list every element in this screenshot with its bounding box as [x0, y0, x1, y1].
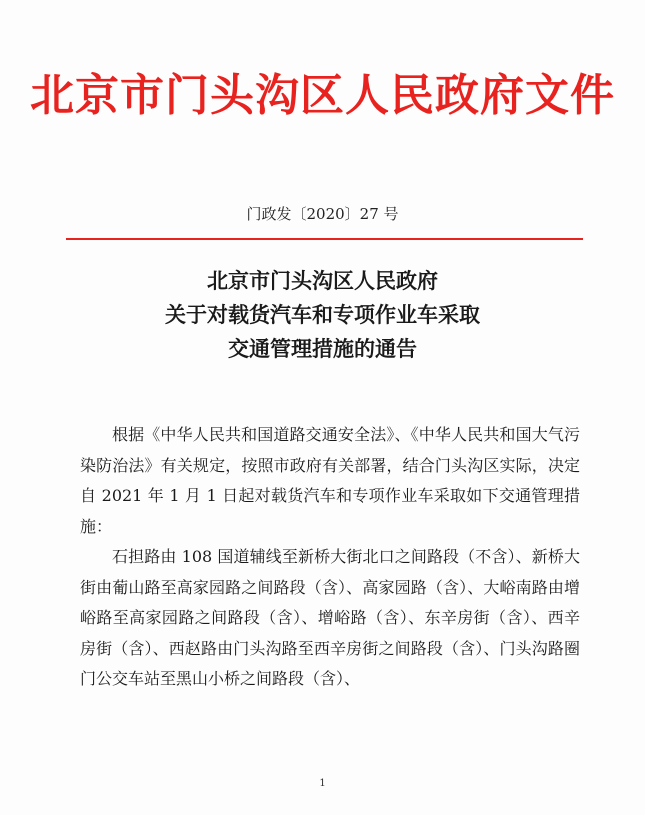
body-paragraph: 石担路由 108 国道辅线至新桥大街北口之间路段（不含）、新桥大街由葡山路至高家园路之间路段（含）、高家园路（含）、大峪南路由增峪路至高家园路之间路段（含）、增峪路（含）、东辛房街（含）、西辛房街（含）、西赵路由门头沟路至西辛房街之间路段（含）、门头沟路圈门公交车站至黑山小桥之间路段（含）、 — [80, 547, 580, 688]
document-number: 门政发〔2020〕27 号 — [246, 205, 399, 223]
document-header-title: 北京市门头沟区人民政府文件 — [30, 70, 615, 121]
document-subject — [0, 264, 645, 366]
body-paragraph: 根据《中华人民共和国道路交通安全法》、《中华人民共和国大气污染防治法》有关规定，按照市政府有关部署，结合门头沟区实际，决定自 2021 年 1 月 1 日起对载货汽车和专项作业车采取如下交通管理措施： — [80, 425, 580, 536]
subject-line: 北京市门头沟区人民政府 — [207, 269, 438, 293]
page-number: 1 — [319, 778, 326, 789]
subject-line: 关于对载货汽车和专项作业车采取 — [165, 303, 480, 327]
header-divider — [66, 238, 583, 240]
subject-line: 交通管理措施的通告 — [228, 337, 417, 361]
document-body — [80, 420, 580, 695]
